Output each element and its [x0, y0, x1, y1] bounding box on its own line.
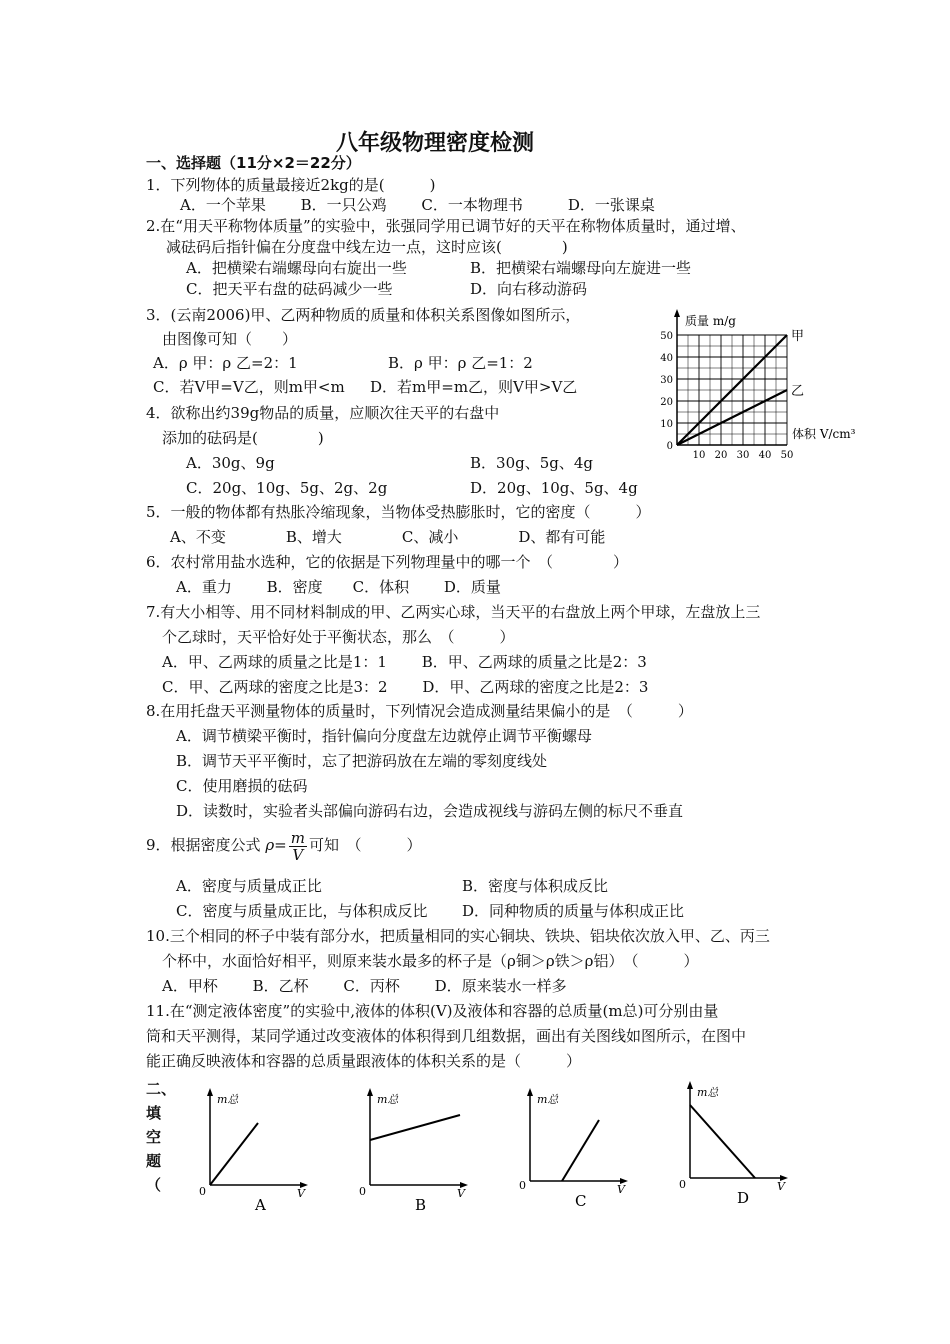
- density-series-label-yi: 乙: [791, 384, 805, 399]
- density-formula-numerator: m: [290, 828, 305, 847]
- density-graph: [655, 305, 865, 465]
- section-2-char-5: （: [146, 1176, 162, 1194]
- question-4-stem-line2: 添加的砝码是( ): [162, 429, 324, 447]
- option-graph-b-xlabel: V: [457, 1187, 465, 1200]
- question-3-option-b: B．ρ 甲：ρ 乙=1：2: [388, 354, 533, 372]
- option-graph-c-xlabel: V: [617, 1183, 625, 1196]
- question-9-option-c: C．密度与质量成正比，与体积成反比: [176, 902, 428, 920]
- density-y-tick-label: 10: [660, 419, 673, 430]
- option-graph-a-line: [210, 1123, 258, 1185]
- option-graph-a-label: A: [255, 1196, 266, 1214]
- question-9-stem-suffix: 可知 （ ）: [308, 836, 422, 854]
- question-4-option-b: B．30g、5g、4g: [470, 454, 594, 472]
- option-graph-d-xlabel: V: [777, 1180, 785, 1193]
- section-2-char-1: 二、: [146, 1080, 177, 1098]
- question-2-option-a: A．把横梁右端螺母向右旋出一些: [186, 259, 407, 277]
- question-1-stem: 1．下列物体的质量最接近2kg的是( ): [146, 176, 436, 194]
- question-3-option-c: C．若V甲=V乙，则m甲<m: [153, 378, 345, 396]
- question-4-option-c: C．20g、10g、5g、2g、2g: [186, 479, 388, 497]
- question-9-stem-prefix: 9．根据密度公式: [146, 836, 261, 854]
- question-3-option-d: D．若m甲=m乙，则V甲>V乙: [370, 378, 578, 396]
- question-7-options-cd: C．甲、乙两球的密度之比是3：2 D．甲、乙两球的密度之比是2：3: [162, 678, 649, 696]
- option-graph-b-label: B: [415, 1196, 427, 1214]
- question-7-options-ab: A．甲、乙两球的质量之比是1：1 B．甲、乙两球的质量之比是2：3: [162, 653, 647, 671]
- question-11-stem-line2: 筒和天平测得，某同学通过改变液体的体积得到几组数据，画出有关图线如图所示，在图中: [146, 1027, 747, 1045]
- question-6-options: A．重力 B．密度 C．体积 D．质量: [176, 578, 501, 596]
- section-2-char-2: 填: [146, 1104, 162, 1122]
- question-4-stem-line1: 4．欲称出约39g物品的质量，应顺次往天平的右盘中: [146, 404, 500, 422]
- option-graph-c-line: [562, 1120, 599, 1181]
- density-x-tick-label: 20: [714, 450, 728, 461]
- question-8-stem: 8.在用托盘天平测量物体的质量时，下列情况会造成测量结果偏小的是 （ ）: [146, 702, 693, 720]
- question-3-option-a: A．ρ 甲：ρ 乙=2：1: [153, 354, 298, 372]
- question-3-stem-line1: 3．(云南2006)甲、乙两种物质的质量和体积关系图像如图所示，: [146, 306, 581, 324]
- option-graph-d-ylabel: m总: [697, 1086, 719, 1099]
- density-x-tick-label: 30: [736, 450, 750, 461]
- question-8-option-d: D．读数时，实验者头部偏向游码右边，会造成视线与游码左侧的标尺不垂直: [176, 802, 684, 820]
- question-8-option-a: A．调节横梁平衡时，指针偏向分度盘左边就停止调节平衡螺母: [176, 727, 592, 745]
- question-2-option-d: D．向右移动游码: [470, 280, 588, 298]
- section-heading-choice: 一、选择题（11分×2＝22分）: [146, 154, 361, 172]
- question-3-stem-line2: 由图像可知（ ）: [162, 330, 298, 348]
- density-formula-denominator: V: [292, 845, 304, 864]
- option-graph-d-line: [690, 1105, 755, 1178]
- option-graph-b-ylabel: m总: [377, 1093, 399, 1106]
- density-x-tick-label: 10: [692, 450, 706, 461]
- density-x-tick-label: 50: [780, 450, 794, 461]
- option-graph-a: [195, 1085, 310, 1215]
- option-graph-b: [355, 1085, 470, 1215]
- question-9-option-d: D．同种物质的质量与体积成正比: [462, 902, 685, 920]
- density-y-tick-label: 50: [660, 331, 673, 342]
- density-y-label: 质量 m/g: [685, 314, 736, 328]
- option-graph-d-origin: 0: [679, 1178, 686, 1191]
- question-2-option-b: B．把横梁右端螺母向左旋进一些: [470, 259, 692, 277]
- question-8-option-b: B．调节天平平衡时，忘了把游码放在左端的零刻度线处: [176, 752, 548, 770]
- section-2-char-3: 空: [146, 1128, 162, 1146]
- question-1-options: A．一个苹果 B．一只公鸡 C．一本物理书 D．一张课桌: [180, 196, 655, 214]
- density-x-tick-label: 40: [758, 450, 772, 461]
- question-9-option-a: A．密度与质量成正比: [176, 877, 322, 895]
- option-graph-c-ylabel: m总: [537, 1093, 559, 1106]
- question-7-stem-line2: 个乙球时，天平恰好处于平衡状态，那么 （ ）: [162, 628, 515, 646]
- question-2-stem-line1: 2.在“用天平称物体质量”的实验中，张强同学用已调节好的天平在称物体质量时，通过增、: [146, 217, 746, 235]
- question-11-stem-line3: 能正确反映液体和容器的总质量跟液体的体积关系的是（ ）: [146, 1052, 582, 1070]
- question-5-options: A、不变 B、增大 C、减小 D、都有可能: [170, 528, 606, 546]
- option-graph-c: [515, 1085, 630, 1215]
- option-graph-a-origin: 0: [199, 1185, 206, 1198]
- density-y-arrow: [674, 309, 680, 317]
- section-2-char-4: 题: [146, 1152, 162, 1170]
- density-formula-fraction: [289, 830, 307, 863]
- option-graph-d: [675, 1078, 790, 1208]
- option-graph-a-ylabel: m总: [217, 1093, 239, 1106]
- density-y-tick-label: 40: [660, 353, 673, 364]
- question-2-option-c: C．把天平右盘的砝码减少一些: [186, 280, 393, 298]
- density-x-label: 体积 V/cm³: [792, 427, 856, 441]
- question-11-stem-line1: 11.在“测定液体密度”的实验中,液体的体积(V)及液体和容器的总质量(m总)可分别由量: [146, 1002, 719, 1020]
- density-series-label-jia: 甲: [791, 329, 805, 344]
- question-4-option-a: A．30g、9g: [186, 454, 275, 472]
- page-title: 八年级物理密度检测: [335, 131, 534, 156]
- option-graph-b-origin: 0: [359, 1185, 366, 1198]
- question-6-stem: 6．农村常用盐水选种，它的依据是下列物理量中的哪一个 （ ）: [146, 553, 629, 571]
- question-4-option-d: D．20g、10g、5g、4g: [470, 479, 638, 497]
- density-y-tick-label: 20: [660, 397, 673, 408]
- question-5-stem: 5．一般的物体都有热胀冷缩现象，当物体受热膨胀时，它的密度（ ）: [146, 503, 651, 521]
- question-10-options: A．甲杯 B．乙杯 C．丙杯 D．原来装水一样多: [162, 977, 567, 995]
- question-8-option-c: C．使用磨损的砝码: [176, 777, 308, 795]
- option-graph-d-label: D: [737, 1189, 750, 1207]
- density-y-tick-label: 30: [660, 375, 673, 386]
- question-7-stem-line1: 7.有大小相等、用不同材料制成的甲、乙两实心球，当天平的右盘放上两个甲球，左盘放上三: [146, 603, 761, 621]
- density-y-tick-label: 0: [666, 441, 673, 452]
- question-10-stem-line1: 10.三个相同的杯子中装有部分水，把质量相同的实心铜块、铁块、铝块依次放入甲、乙、丙三: [146, 927, 770, 945]
- density-formula-lhs: ρ=: [265, 836, 287, 854]
- question-9-stem: [146, 828, 421, 863]
- question-10-stem-line2: 个杯中，水面恰好相平，则原来装水最多的杯子是（ρ铜＞ρ铁＞ρ铝） （ ）: [162, 952, 699, 970]
- question-2-stem-line2: 减砝码后指针偏在分度盘中线左边一点，这时应该( ): [166, 238, 568, 256]
- option-graph-b-line: [370, 1115, 460, 1140]
- option-graph-c-origin: 0: [519, 1179, 526, 1192]
- option-graph-a-xlabel: V: [297, 1187, 305, 1200]
- option-graph-c-label: C: [575, 1192, 587, 1210]
- question-9-option-b: B．密度与体积成反比: [462, 877, 609, 895]
